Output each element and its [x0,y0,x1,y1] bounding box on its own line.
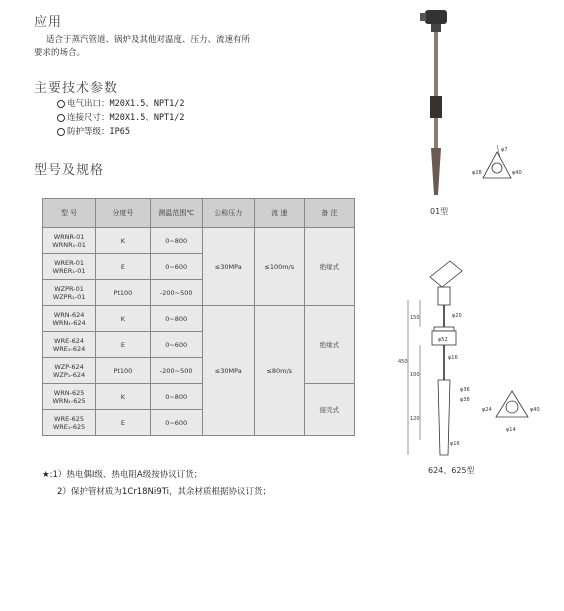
model-name-alt: WRER₁-01 [52,266,86,275]
pressure-cell: ≤30MPa [202,306,254,436]
graduation-cell: E [96,410,150,436]
leader-line [497,145,500,158]
graduation-cell: Pt100 [96,280,150,306]
model-name: WZP-624 [54,362,84,371]
application-text-line1: 适合于蒸汽管道、锅炉及其他对温度、压力、流速有所 [46,35,251,45]
flow-cell: ≤100m/s [254,228,304,306]
col-header-flow: 流 速 [254,199,304,228]
model-name-alt: WRE₁-624 [52,344,86,353]
neck-shape [438,287,450,305]
table-row [43,228,355,254]
thread-fitting-shape [430,96,442,118]
range-cell: 0~600 [150,254,202,280]
spec-item-text: 电气出口：M20X1.5、NPT1/2 [67,99,185,109]
range-cell: 0~800 [150,228,202,254]
range-cell: 0~800 [150,384,202,410]
spec-table [42,198,355,436]
flange-shape [434,327,454,331]
model-name: WRE-625 [54,414,84,423]
dim-label: 450 [398,359,408,365]
dim-label: 100 [410,372,420,378]
figure-01-drawing [400,0,564,220]
table-row [43,306,355,332]
flow-cell: ≤80m/s [254,306,304,436]
model-name-alt: WZPR₁-01 [52,292,86,301]
spec-item-text: 连接尺寸：M20X1.5、NPT1/2 [67,113,185,123]
dim-label: φ38 [460,397,470,403]
graduation-cell: Pt100 [96,358,150,384]
tapered-tip-shape [431,148,441,195]
dim-label: φ20 [452,313,462,319]
col-header-graduation: 分度号 [96,199,150,228]
note-line1: ★:1）热电偶Ⅰ级、热电阻A级按协议订货； [42,470,203,480]
range-cell: 0~800 [150,306,202,332]
spec-item-text: 防护等级：IP65 [67,127,130,137]
dim-label: φ40 [530,407,540,413]
cross-section-hole [506,401,518,413]
junction-box-shape [430,261,462,287]
dim-label: φ24 [482,407,492,413]
model-name-alt: WRN₁-625 [52,396,86,405]
cross-section-hole [492,163,502,173]
range-cell: -200~500 [150,280,202,306]
application-heading: 应用 [34,15,63,30]
tapered-tip-shape [438,380,450,455]
model-name-alt: WRN₁-624 [52,318,86,327]
figure-caption: 01型 [430,207,449,216]
model-name: WRE-624 [54,336,84,345]
model-name-alt: WZP₁-624 [52,370,86,379]
stem-shape [434,32,438,96]
range-cell: 0~600 [150,410,202,436]
cable-gland-shape [420,13,426,21]
model-cell [43,280,96,306]
spec-item [57,97,185,109]
dim-label: φ28 [472,170,482,176]
dim-label: 120 [410,416,420,422]
graduation-cell: K [96,306,150,332]
col-header-range: 测温范围℃ [150,199,202,228]
note-cell: 绝缘式 [304,228,354,306]
specs-heading: 主要技术参数 [34,81,119,96]
dim-label: φ14 [506,427,516,433]
figure-624-625-drawing [390,255,560,480]
cross-section-outline [483,152,511,178]
col-header-note: 备 注 [304,199,354,228]
model-cell [43,358,96,384]
bullet-icon [57,100,65,108]
model-cell [43,228,96,254]
spec-item [57,125,130,137]
note-line2: 2）保护管材质为1Cr18Ni9Ti，其余材质根据协议订货； [57,487,271,497]
dim-label: φ40 [512,170,522,176]
model-name: WRER-01 [54,258,85,267]
pressure-cell: ≤30MPa [202,228,254,306]
model-name-alt: WRE₁-625 [52,422,86,431]
note-cell: 绝缘式 [304,306,354,384]
graduation-cell: K [96,384,150,410]
graduation-cell: E [96,332,150,358]
model-cell [43,410,96,436]
note-cell: 接壳式 [304,384,354,436]
bullet-icon [57,128,65,136]
dim-label: φ36 [460,387,470,393]
model-name: WRNR-01 [53,232,85,241]
model-name: WRN-625 [53,388,85,397]
spec-item [57,111,185,123]
models-heading: 型号及规格 [34,163,105,178]
model-cell [43,306,96,332]
model-cell [43,384,96,410]
dim-label: φ52 [438,337,448,343]
graduation-cell: K [96,228,150,254]
model-name: WRN-624 [53,310,85,319]
graduation-cell: E [96,254,150,280]
stem-lower-shape [434,118,438,148]
model-cell [43,254,96,280]
dim-label: φ16 [450,441,460,447]
neck-shape [431,24,441,32]
bullet-icon [57,114,65,122]
dim-label: 150 [410,315,420,321]
table-row [43,384,355,410]
figure-caption: 624、625型 [428,466,475,475]
junction-box-shape [425,10,447,24]
col-header-model: 型 号 [43,199,96,228]
range-cell: -200~500 [150,358,202,384]
model-name: WZPR-01 [54,284,84,293]
dim-label: φ7 [501,147,508,153]
table-header-row [43,199,355,228]
range-cell: 0~600 [150,332,202,358]
application-text-line2: 要求的场合。 [34,48,86,58]
model-cell [43,332,96,358]
dim-label: φ16 [448,355,458,361]
model-name-alt: WRNR₁-01 [52,240,86,249]
col-header-pressure: 公称压力 [202,199,254,228]
